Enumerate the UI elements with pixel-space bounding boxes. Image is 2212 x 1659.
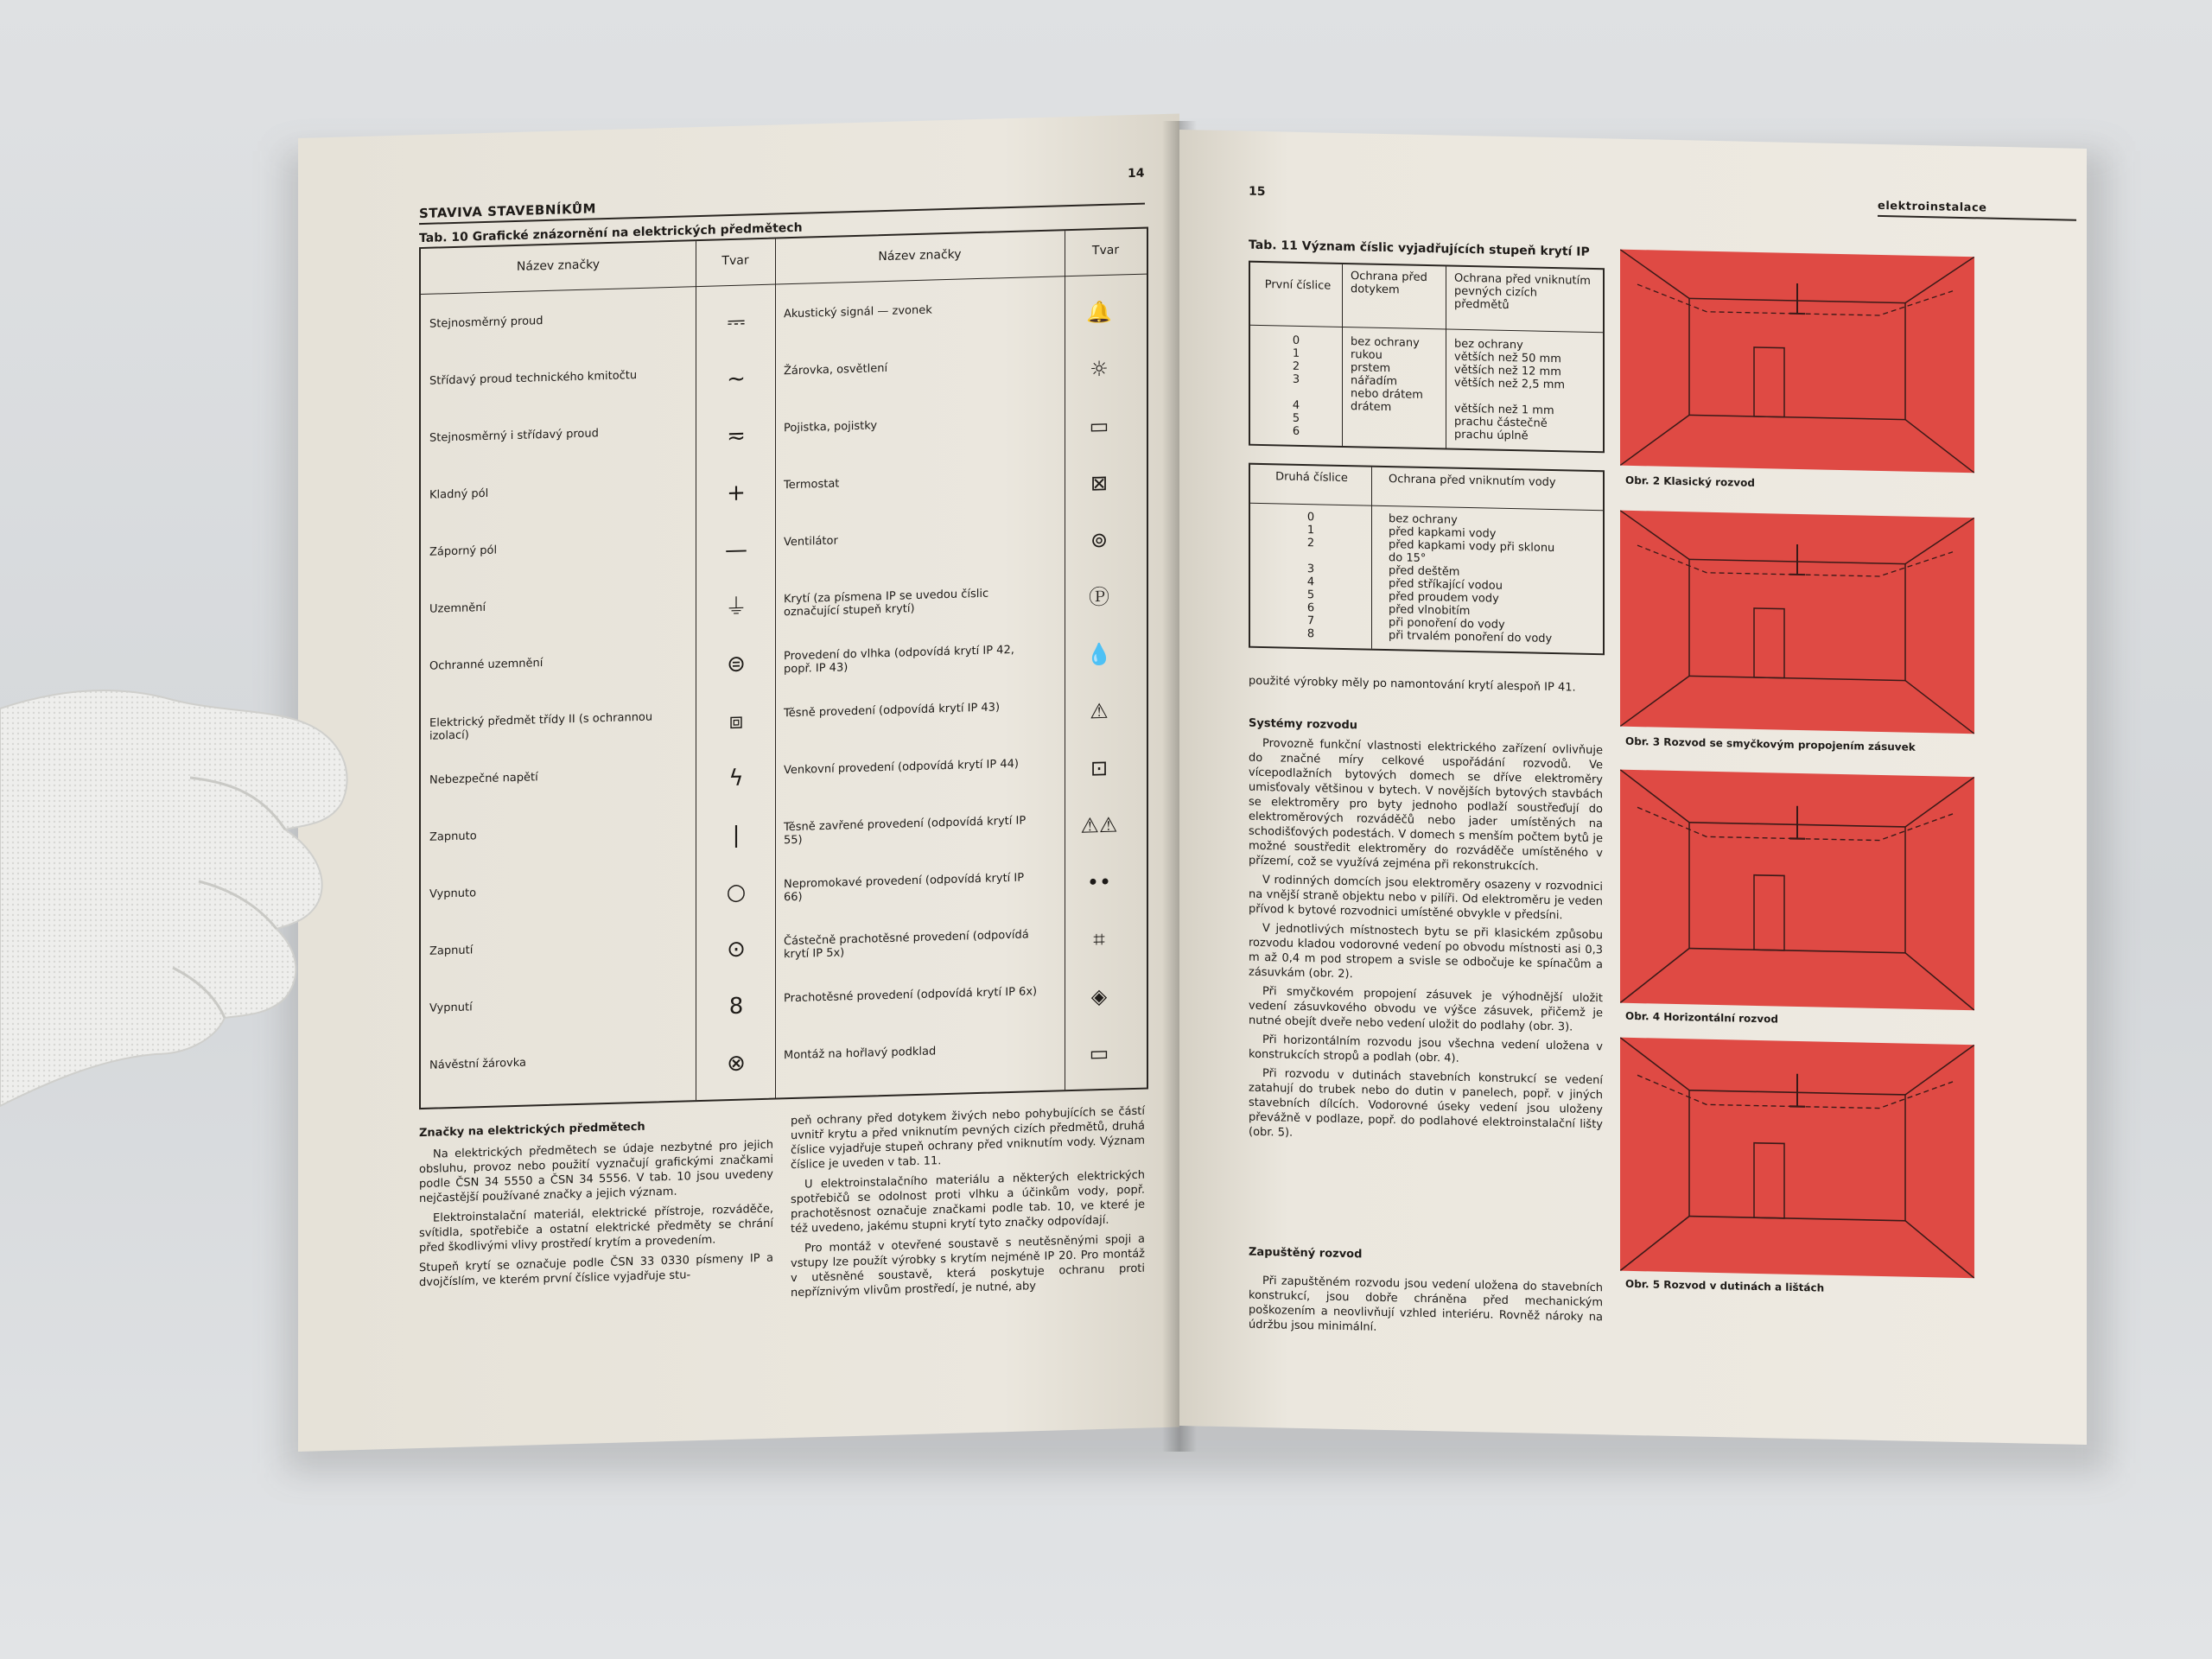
table-cell: větších než 2,5 mm — [1454, 376, 1566, 392]
symbol-form: ☼ — [1090, 356, 1109, 382]
symbol-form: 8 — [728, 993, 744, 1020]
table10 — [419, 227, 1148, 1110]
paragraph: Při smyčkovém propojení zásuvek je výhodnější uložit vedení zásuvkového obvodu ve výšce zásuvek, přičemž je nutné obejít dveře nebo vedení uložit do podlahy (obr. 3). — [1249, 985, 1603, 1034]
right-page — [1179, 130, 2087, 1445]
paragraph: Provozně funkční vlastnosti elektrického zařízení ovlivňuje do značné míry celkové uspořádání rozvodů. Ve vícepodlažních bytových domech se dříve elektroměry umisťovaly většinou v bytech. V novějších bytových stavbách se elektroměry pro byty jednoho podlaží soustřeďují do elektroměrových rozváděčů nebo jader umístěných na schodišťových podestách. V domech s menším počtem bytů je možné soustředit elektroměry do rozváděče umístěného v přízemí, což se využívá zejména při rekonstrukcích. — [1249, 737, 1603, 874]
symbol-form: ∼ — [727, 365, 746, 393]
paragraph: Při rozvodu v dutinách stavebních konstrukcí se vedení zatahují do trubek nebo do dutin v panelech, popř. v jiných stavebních dílcích. Vodorovné úseky vedení jsou uloženy převážně v podlaze, popř. do podlahové elektroinstalační lišty (obr. 5). — [1249, 1067, 1603, 1140]
left-page — [298, 114, 1179, 1452]
header-name2: Název značky — [878, 247, 962, 264]
left-column-2 — [791, 1104, 1145, 1300]
room-drawing — [1620, 1038, 1974, 1279]
symbol-form: | — [732, 822, 741, 849]
room-edge — [1620, 947, 1689, 1004]
symbol-name: Uzemnění — [429, 601, 486, 616]
t11a-numbers — [1250, 334, 1342, 439]
figure-3-caption: Obr. 3 Rozvod se smyčkovým propojením zásuvek — [1625, 734, 1916, 753]
symbol-name: Nepromokavé provedení (odpovídá krytí IP 66) — [784, 871, 1025, 905]
symbol-name: Provedení do vlhka (odpovídá krytí IP 42, popř. IP 43) — [784, 643, 1014, 677]
symbol-name: Zapnutí — [429, 944, 474, 958]
table-cell: větších než 1 mm — [1454, 402, 1554, 418]
symbol-name: Elektrický předmět třídy II (s ochrannou izolací) — [429, 710, 653, 743]
room-edge — [1905, 681, 1974, 734]
table-cell: 2 — [1306, 537, 1315, 550]
symbol-form: ≂ — [727, 423, 746, 450]
symbol-name: Akustický signál — zvonek — [784, 303, 932, 321]
right-body-text — [1249, 736, 1603, 1147]
table-cell: do 15° — [1389, 551, 1427, 565]
figure-4-caption: Obr. 4 Horizontální rozvod — [1625, 1009, 1778, 1026]
symbol-form: ⚠⚠ — [1080, 812, 1118, 838]
table-cell: drátem — [1351, 400, 1392, 415]
table-cell: 2 — [1292, 359, 1300, 373]
symbol-name: Záporný pól — [429, 543, 498, 559]
room-edge — [1620, 414, 1689, 467]
symbol-form: ⚠ — [1090, 698, 1109, 724]
last-paragraph — [1249, 1274, 1603, 1340]
door — [1754, 608, 1784, 678]
table-cell: 1 — [1292, 346, 1300, 360]
paragraph: Při zapuštěném rozvodu jsou vedení uložena do stavebních konstrukcí, jsou dobře chráněna před mechanickým poškozením a neovlivňují vzhled interiéru. Rovněž nároky na údržbu jsou minimální. — [1249, 1274, 1603, 1334]
symbol-name: Pojistka, pojistky — [784, 419, 878, 435]
figure-4 — [1620, 770, 1974, 1011]
table-cell: 6 — [1292, 424, 1300, 438]
table-cell: bez ochrany — [1389, 512, 1458, 527]
symbol-form: ◈ — [1090, 983, 1108, 1009]
symbol-form: ▭ — [1089, 413, 1109, 439]
symbol-form: ⊙ — [727, 936, 746, 963]
figure-2-caption: Obr. 2 Klasický rozvod — [1625, 474, 1755, 489]
table-cell: 3 — [1292, 372, 1300, 386]
room-edge — [1905, 953, 1974, 1010]
symbol-form: 💧 — [1086, 641, 1112, 667]
table-cell: 8 — [1306, 627, 1315, 641]
table-cell: při trvalém ponoření do vody — [1389, 629, 1553, 646]
heading-zapusteny: Zapuštěný rozvod — [1249, 1245, 1363, 1262]
table-cell: 5 — [1306, 588, 1315, 602]
symbol-name: Kladný pól — [429, 486, 489, 502]
table-cell: bez ochrany — [1351, 335, 1420, 350]
section-heading: Značky na elektrických předmětech — [419, 1120, 645, 1141]
room-edge — [1905, 517, 1974, 566]
table-cell: před stříkající vodou — [1389, 577, 1503, 593]
ceiling-lamp — [1789, 544, 1805, 575]
room-edge — [1689, 676, 1905, 680]
symbol-name: Nebezpečné napětí — [429, 771, 538, 787]
intro-text: použité výrobky měly po namontování krytí alespoň IP 41. — [1249, 674, 1576, 695]
t11a-protection-objects — [1454, 338, 1599, 445]
symbol-name: Prachotěsné provedení (odpovídá krytí IP 6x) — [784, 985, 1038, 1006]
symbol-form: 🔔 — [1086, 299, 1112, 325]
table-cell: před deštěm — [1389, 564, 1460, 579]
header-form1: Tvar — [721, 253, 749, 269]
t11b-numbers — [1250, 510, 1371, 642]
table-cell — [1351, 426, 1442, 441]
table-cell: při ponoření do vody — [1389, 616, 1505, 632]
page-number-right: 15 — [1249, 184, 1266, 200]
room-edge — [1905, 1044, 1974, 1096]
heading-systemy: Systémy rozvodu — [1249, 716, 1358, 733]
table-cell: před kapkami vody při sklonu — [1389, 538, 1555, 556]
paragraph: Pro montáž v otevřené soustavě s neutěsněnými spoji a vstupy lze použít výrobky s krytím nejméně IP 20. Pro montáž v utěsněné soustavě, která poskytuje ochranu proti nepříznivým vlivům prostředí, je nutné, aby — [791, 1232, 1145, 1300]
page-number-left: 14 — [1128, 166, 1145, 181]
table-cell: před vlnobitím — [1389, 603, 1471, 619]
symbol-name: Těsně zavřené provedení (odpovídá krytí IP 55) — [784, 814, 1027, 848]
t11a-protection-touch — [1351, 335, 1442, 441]
running-head-left: STAVIVA STAVEBNÍKŮM — [419, 200, 596, 222]
t11b-head-1: Druhá číslice — [1275, 470, 1348, 486]
table-cell: 1 — [1306, 524, 1315, 537]
header-name1: Název značky — [516, 257, 601, 274]
symbol-form: ϟ — [728, 765, 744, 792]
paragraph: Stupeň krytí se označuje podle ČSN 33 0330 písmeny IP a dvojčíslím, ve kterém první číslice vyjadřuje stu- — [419, 1251, 773, 1290]
t11a-head-3: Ochrana před vniknutím pevných cizích předmětů — [1454, 271, 1591, 312]
room-drawing — [1620, 250, 1974, 474]
symbol-name: Návěstní žárovka — [429, 1056, 526, 1072]
room-edge — [1689, 949, 1905, 953]
symbol-form: •• — [1086, 869, 1112, 895]
header-form2: Tvar — [1091, 243, 1120, 258]
symbol-name: Zapnuto — [429, 830, 477, 844]
figure-2 — [1620, 250, 1974, 474]
table-cell: 7 — [1306, 614, 1315, 628]
table-cell: 6 — [1306, 601, 1315, 615]
symbol-form: + — [727, 480, 746, 507]
table-cell: bez ochrany — [1454, 337, 1523, 353]
symbol-form: ⧈ — [728, 708, 744, 735]
symbol-name: Ochranné uzemnění — [429, 657, 543, 673]
table-cell: 4 — [1292, 398, 1300, 412]
table-cell: 5 — [1292, 411, 1300, 425]
paragraph: Na elektrických předmětech se údaje nezbytné pro jejich obsluhu, provoz nebo použití vyznačují grafickými značkami podle ČSN 34 5550 a ČSN 34 5556. V tab. 10 jsou uvedeny nejčastější používané značky a jejich význam. — [419, 1138, 773, 1206]
room-edge — [1905, 1221, 1974, 1278]
table-cell: 0 — [1292, 334, 1300, 347]
symbol-name: Krytí (za písmena IP se uvedou číslic označující stupeň krytí) — [784, 587, 989, 620]
paragraph: V rodinných domcích jsou elektroměry osazeny v rozvodnici na vnější straně objektu nebo v pilíři. Od elektroměru je veden přívod k bytové rozvodnici umístěné obvykle v předsíni. — [1249, 874, 1603, 923]
door — [1754, 347, 1784, 417]
figure-3 — [1620, 511, 1974, 734]
room-edge — [1620, 675, 1689, 728]
table11-title: Tab. 11 Význam číslic vyjadřujících stupeň krytí IP — [1249, 238, 1590, 259]
symbol-name: Stejnosměrný i střídavý proud — [429, 427, 599, 445]
white-glove-hand — [0, 674, 372, 1158]
symbol-name: Střídavý proud technického kmitočtu — [429, 369, 638, 388]
symbol-name: Termostat — [784, 477, 840, 493]
symbol-form: — — [725, 537, 747, 564]
table-cell: před proudem vody — [1389, 590, 1499, 606]
room-drawing — [1620, 511, 1974, 734]
table-cell: před kapkami vody — [1389, 525, 1497, 541]
paragraph: V jednotlivých místnostech bytu se při klasickém způsobu rozvodu kladou vodorovné vedení po obvodu místnosti asi 0,3 m až 0,4 m pod stropem a svisle se odbočuje ke spínačům a zásuvkám (obr. 2). — [1249, 922, 1603, 982]
symbol-name: Žárovka, osvětlení — [784, 361, 888, 378]
t11a-head-2: Ochrana před dotykem — [1351, 270, 1427, 297]
symbol-form: ⌗ — [1093, 926, 1105, 952]
symbol-form: ▭ — [1089, 1040, 1109, 1066]
symbol-name: Částečně prachotěsné provedení (odpovídá krytí IP 5x) — [784, 928, 1029, 962]
room-edge — [1905, 776, 1974, 829]
figure-5-caption: Obr. 5 Rozvod v dutinách a lištách — [1625, 1277, 1825, 1294]
table11-second-digit — [1249, 463, 1605, 656]
ceiling-lamp — [1789, 283, 1805, 314]
left-column-1 — [419, 1138, 773, 1290]
symbol-form: ⊜ — [727, 651, 746, 678]
symbol-form: ⎓ — [727, 308, 746, 336]
header-rule-right — [1878, 215, 2076, 221]
table10-title: Tab. 10 Grafické znázornění na elektrických předmětech — [419, 220, 803, 246]
symbol-name: Vypnuto — [429, 887, 477, 901]
table-cell: větších než 50 mm — [1454, 350, 1561, 366]
symbol-form: ○ — [726, 879, 747, 906]
symbol-form: ⊗ — [727, 1050, 746, 1077]
table-cell: 4 — [1306, 575, 1315, 589]
paragraph: Elektroinstalační materiál, elektrické přístroje, rozváděče, svítidla, spotřebiče a ostatní elektrické předměty se chrání před škodlivými vlivy prostředí krytím a provedením. — [419, 1202, 773, 1255]
table-cell: 3 — [1306, 563, 1315, 576]
table-cell: nebo drátem — [1351, 387, 1423, 402]
symbol-form: Ⓟ — [1089, 584, 1109, 610]
room-drawing — [1620, 770, 1974, 1011]
table-cell: prstem — [1351, 361, 1391, 376]
symbol-name: Venkovní provedení (odpovídá krytí IP 44) — [784, 757, 1019, 778]
symbol-form: ⊚ — [1090, 527, 1109, 553]
table-cell: rukou — [1351, 348, 1382, 362]
table-cell: větších než 12 mm — [1454, 363, 1561, 379]
t11a-head-1: První číslice — [1264, 278, 1332, 293]
symbol-form: ⊠ — [1090, 470, 1109, 496]
t11b-protection-water — [1389, 512, 1596, 646]
table-cell: nářadím — [1351, 374, 1398, 389]
ceiling-lamp — [1789, 806, 1805, 839]
door — [1754, 875, 1784, 950]
table11-first-digit — [1249, 261, 1605, 454]
room-edge — [1905, 420, 1974, 474]
table-cell: 0 — [1306, 511, 1315, 524]
symbol-name: Montáž na hořlavý podklad — [784, 1045, 937, 1063]
ceiling-lamp — [1789, 1074, 1805, 1107]
symbol-form: ⏚ — [724, 594, 747, 621]
table-cell: prachu úplně — [1454, 428, 1529, 443]
room-edge — [1689, 415, 1905, 419]
paragraph: U elektroinstalačního materiálu a některých elektrických spotřebičů se odolnost proti vlhku a účinkům vody, popř. prachotěsnost označuje značkami podle tab. 10, ve které je též uvedeno, jakému stupni krytí tyto značky odpovídají. — [791, 1168, 1145, 1236]
running-head-right: elektroinstalace — [1878, 199, 1987, 215]
room-edge — [1905, 256, 1974, 305]
symbol-name: Vypnutí — [429, 1001, 473, 1015]
paragraph: peň ochrany před dotykem živých nebo pohybujících se částí uvnitř krytu a před vniknutím pevných cizích předmětů, druhá číslice vyjadřuje stupeň ochrany před vniknutím vody. Význam číslice je uveden v tab. 11. — [791, 1104, 1145, 1173]
room-edge — [1689, 1217, 1905, 1221]
figure-5 — [1620, 1038, 1974, 1279]
room-edge — [1620, 1215, 1689, 1272]
table-cell: prachu částečně — [1454, 415, 1548, 430]
symbol-name: Stejnosměrný proud — [429, 315, 543, 331]
symbol-name: Ventilátor — [784, 534, 838, 550]
t11b-head-2: Ochrana před vniknutím vody — [1389, 473, 1556, 490]
paragraph: Při horizontálním rozvodu jsou všechna vedení uložena v konstrukcích stropů a podlah (obr. 4). — [1249, 1033, 1603, 1065]
symbol-name: Těsně provedení (odpovídá krytí IP 43) — [784, 701, 1001, 721]
door — [1754, 1143, 1784, 1218]
symbol-form: ⊡ — [1090, 755, 1109, 781]
